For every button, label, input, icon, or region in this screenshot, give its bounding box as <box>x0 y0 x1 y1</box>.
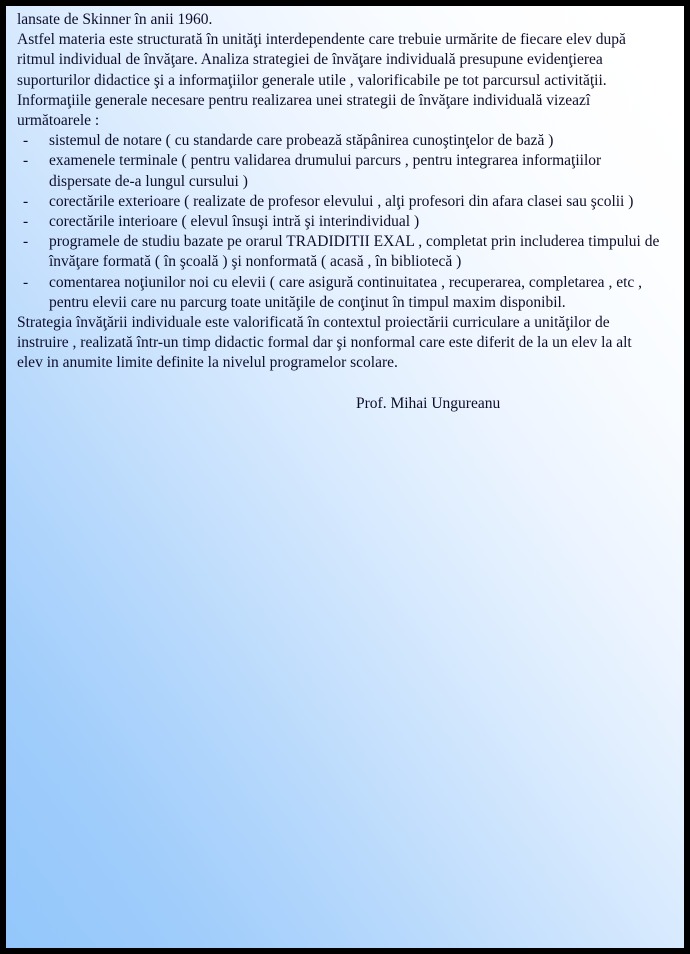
paragraph-line: Strategia învăţării individuale este valorificată în contextul proiectării curriculare a unităţilor de <box>17 314 610 332</box>
requirements-list <box>11 131 676 313</box>
list-bullet-dash: - <box>23 192 29 210</box>
list-item-line: examenele terminale ( pentru validarea drumului parcurs , pentru integrarea informaţiilor <box>49 152 602 170</box>
list-item <box>11 232 676 272</box>
list-item-line: programele de studiu bazate pe orarul TRADIDITII EXAL , completat prin includerea timpului de <box>49 233 660 251</box>
paragraph-line: Informaţiile generale necesare pentru realizarea unei strategii de învăţare individuală vizeazî <box>17 91 591 109</box>
list-item-line: dispersate de-a lungul cursului ) <box>49 172 248 190</box>
list-bullet-dash: - <box>23 152 29 170</box>
paragraph-line: lansate de Skinner în anii 1960. <box>17 11 213 28</box>
closing-paragraph <box>11 313 676 374</box>
list-item-line: comentarea noţiunilor noi cu elevii ( care asigură continuitatea , recuperarea, completarea , etc , <box>49 273 643 291</box>
list-bullet-dash: - <box>23 213 29 231</box>
list-item-line: corectările exterioare ( realizate de profesor elevului , alţi profesori din afara clasei sau şcolii ) <box>49 192 634 210</box>
list-bullet-dash: - <box>23 273 29 291</box>
signature-block <box>11 394 676 414</box>
list-item-line: învăţare formată ( în şcoală ) şi nonformată ( acasă , în bibliotecă ) <box>49 253 462 271</box>
list-item-line: sistemul de notare ( cu standarde care probează stăpânirea cunoştinţelor de bază ) <box>49 132 554 150</box>
signature-name: Prof. Mihai Ungureanu <box>356 394 501 412</box>
list-item <box>11 212 676 232</box>
paragraph-line: Astfel materia este structurată în unităţi interdependente care trebuie urmărite de fiecare elev după <box>17 31 626 49</box>
paragraph-line: instruire , realizată într-un timp didactic formal dar şi nonformal care este diferit de la un elev la alt <box>17 334 632 352</box>
list-bullet-dash: - <box>23 132 29 150</box>
list-item <box>11 151 676 191</box>
list-item <box>11 131 676 151</box>
intro-paragraph <box>11 10 676 131</box>
list-item <box>11 273 676 313</box>
paragraph-line: ritmul individual de învăţare. Analiza strategiei de învăţare individuală presupune evidenţierea <box>17 51 603 69</box>
list-item-line: pentru elevii care nu parcurg toate unităţile de conţinut în timpul maxim disponibil. <box>49 293 566 311</box>
document-body <box>6 6 684 414</box>
paragraph-line: elev in anumite limite definite la nivelul programelor scolare. <box>17 354 398 372</box>
list-bullet-dash: - <box>23 233 29 251</box>
paragraph-line: următoarele : <box>17 112 100 130</box>
list-item <box>11 192 676 212</box>
paragraph-line: suporturilor didactice şi a informaţiilor generale utile , valorificabile pe tot parcursul activităţii. <box>17 71 607 89</box>
list-item-line: corectările interioare ( elevul însuşi intră şi interindividual ) <box>49 213 420 231</box>
